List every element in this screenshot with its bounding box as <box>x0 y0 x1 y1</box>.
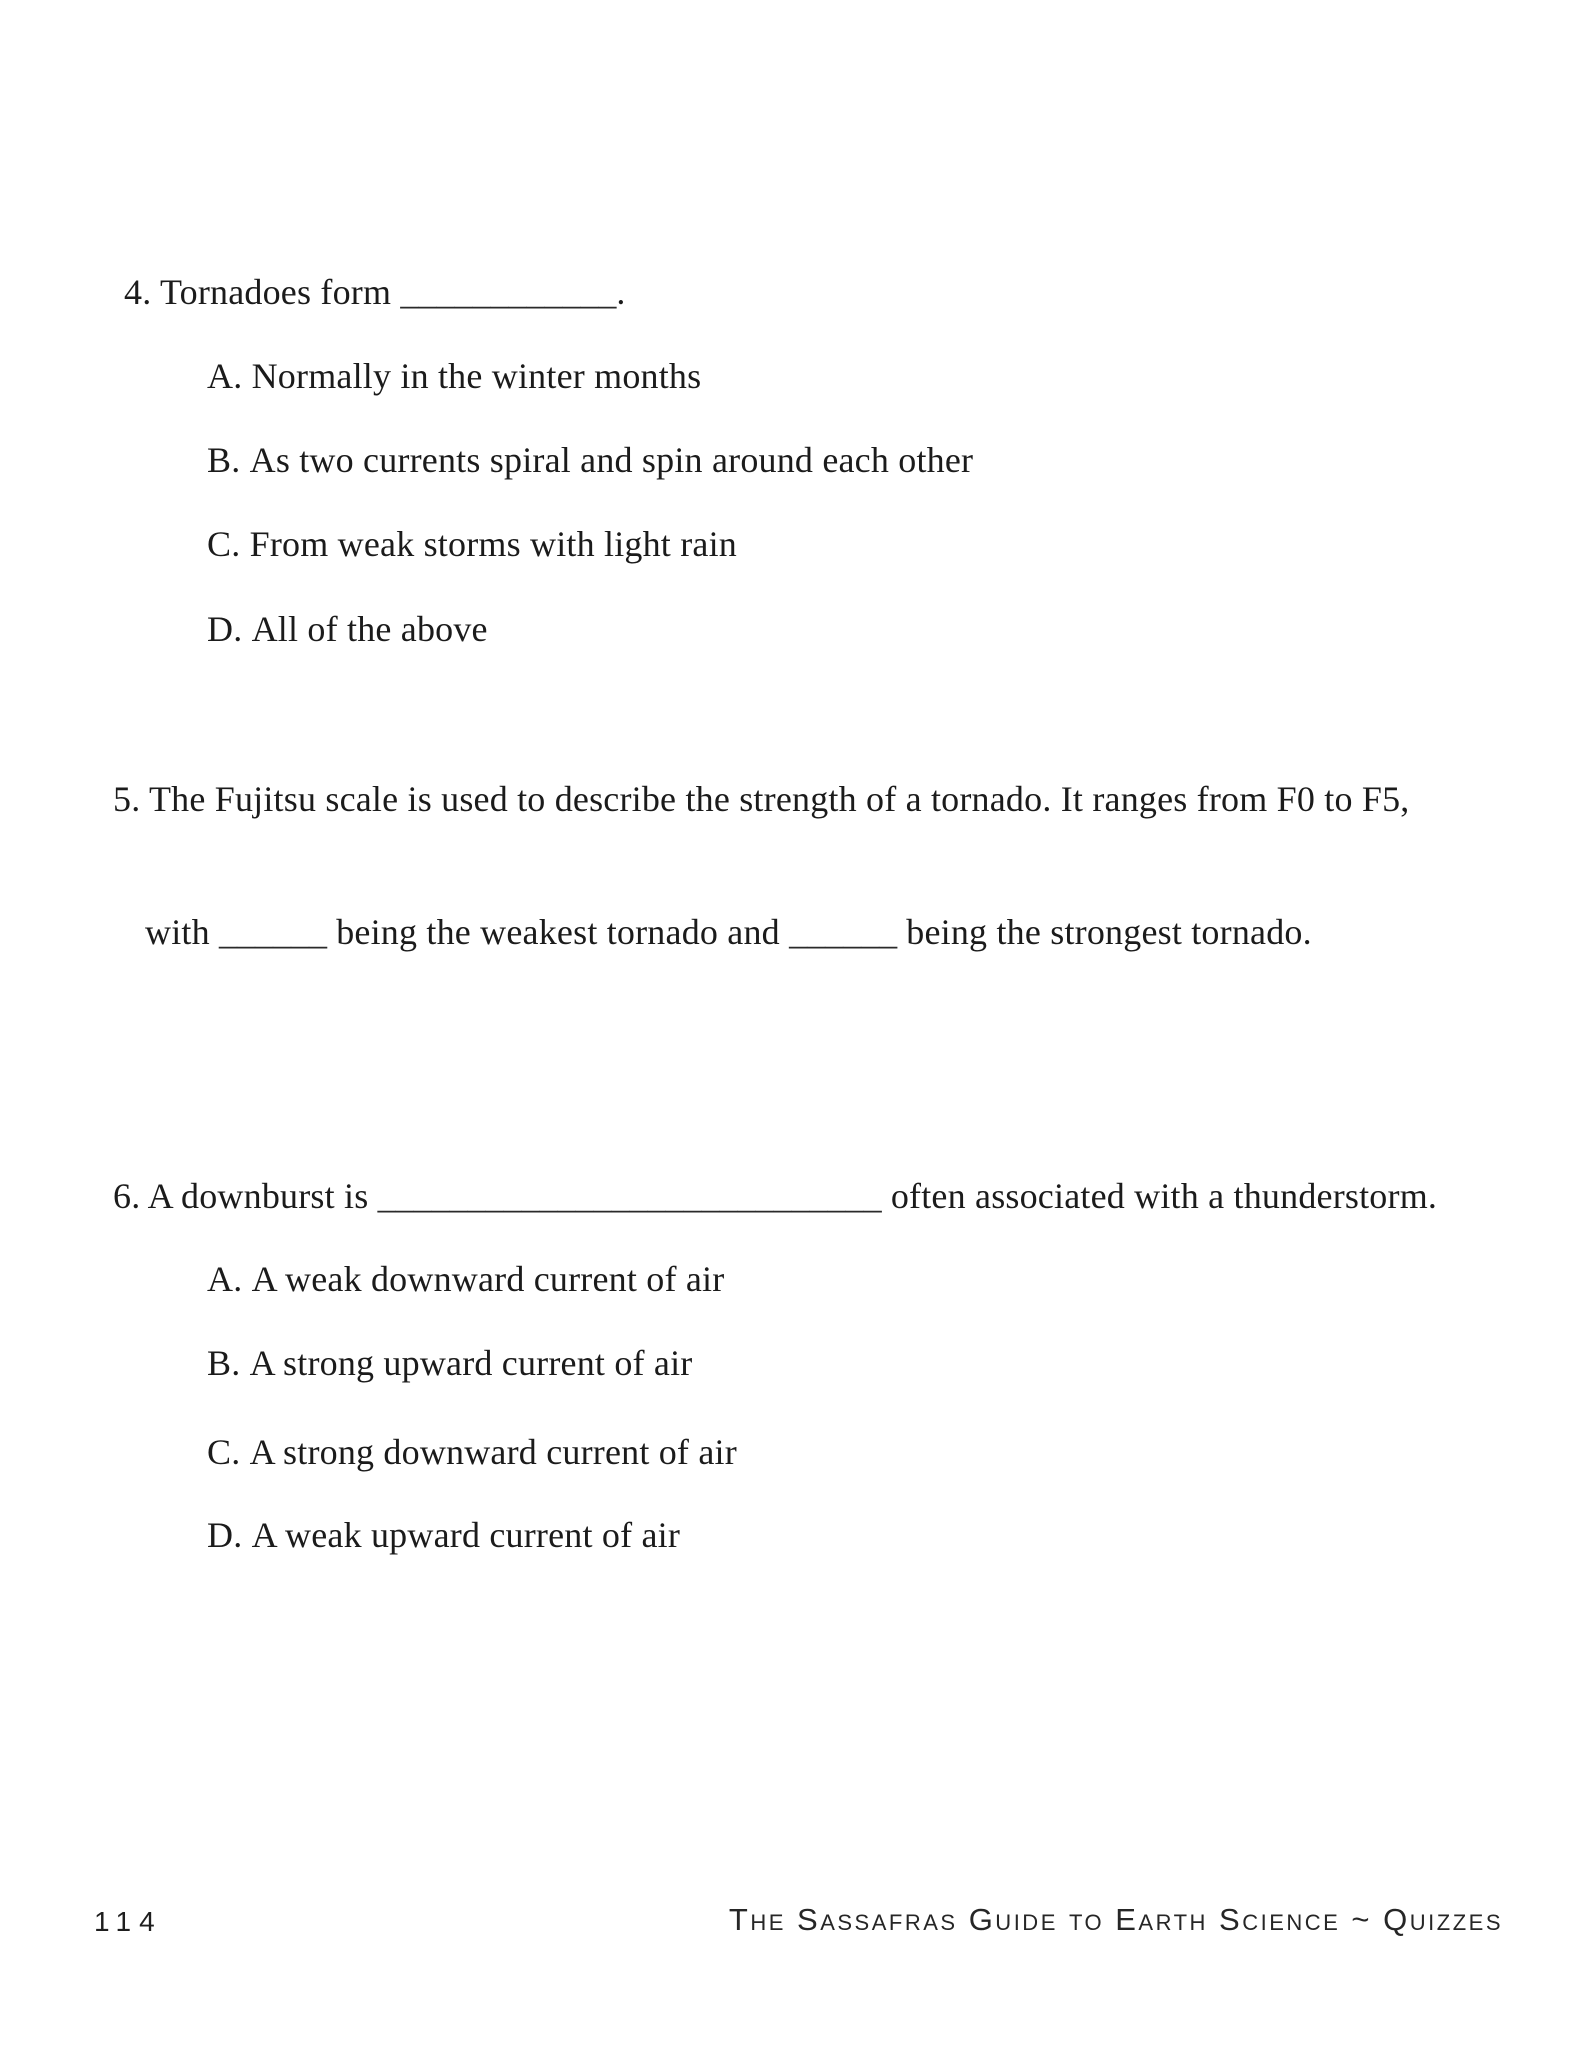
option-text: All of the above <box>251 609 488 649</box>
question-4-option-b <box>207 442 973 478</box>
question-5-text: with <box>145 912 220 952</box>
option-text: As two currents spiral and spin around each other <box>249 440 974 480</box>
option-text: A strong upward current of air <box>249 1343 693 1383</box>
option-letter: A. <box>207 1259 252 1299</box>
question-5-text: being the weakest tornado and <box>327 912 790 952</box>
question-6-option-c <box>207 1434 737 1470</box>
option-text: From weak storms with light rain <box>249 524 737 564</box>
page-number: 114 <box>94 1906 163 1937</box>
option-text: A weak downward current of air <box>251 1259 725 1299</box>
option-letter: C. <box>207 1432 250 1472</box>
question-6-text: 6. A downburst is <box>113 1176 378 1216</box>
option-letter: C. <box>207 524 250 564</box>
question-6-stem <box>113 1178 1437 1214</box>
question-5-fill-blank-2: ______ <box>789 912 898 952</box>
question-5-text-line1: 5. The Fujitsu scale is used to describe the strength of a tornado. It ranges from F0 to F5, <box>113 779 1410 819</box>
question-5-stem-line1 <box>113 781 1410 817</box>
option-text: Normally in the winter months <box>251 356 702 396</box>
option-text: A weak upward current of air <box>251 1515 681 1555</box>
question-4-period: . <box>616 272 626 312</box>
question-5-text: being the strongest tornado. <box>897 912 1312 952</box>
option-letter: D. <box>207 609 252 649</box>
option-letter: B. <box>207 440 250 480</box>
question-6-option-d <box>207 1517 680 1553</box>
footer-title: The Sassafras Guide to Earth Science ~ Quizzes <box>728 1902 1503 1937</box>
option-letter: B. <box>207 1343 250 1383</box>
question-4-fill-blank: ____________ <box>400 272 617 312</box>
option-letter: A. <box>207 356 252 396</box>
question-5-fill-blank-1: ______ <box>219 912 328 952</box>
question-6-option-b <box>207 1345 693 1381</box>
option-text: A strong downward current of air <box>249 1432 737 1472</box>
question-4-option-a <box>207 358 701 394</box>
question-6-option-a <box>207 1261 724 1297</box>
question-5-stem-line2 <box>145 914 1312 950</box>
question-6-text-suffix: often associated with a thunderstorm. <box>881 1176 1438 1216</box>
question-4-option-c <box>207 526 737 562</box>
question-4-text: 4. Tornadoes form <box>124 272 401 312</box>
question-6-fill-blank: ____________________________ <box>377 1176 882 1216</box>
question-4-stem <box>124 274 626 310</box>
option-letter: D. <box>207 1515 252 1555</box>
question-4-option-d <box>207 611 488 647</box>
